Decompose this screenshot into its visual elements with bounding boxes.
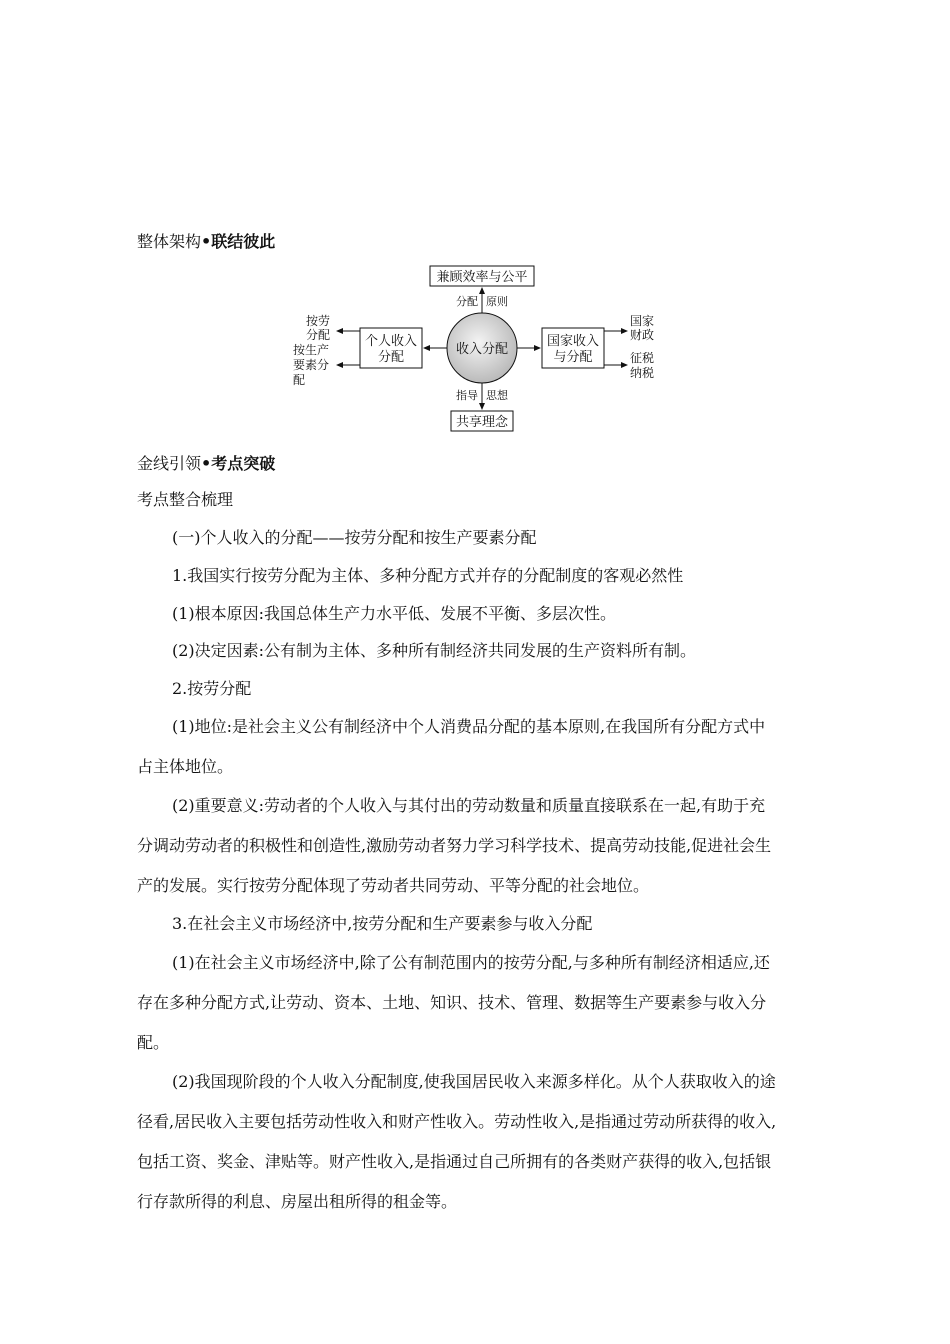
section-heading-dot: • (201, 454, 212, 473)
left-out-bottom-3: 配 (293, 373, 306, 387)
section-heading-dot: • (201, 232, 212, 251)
section-heading-prefix: 整体架构 (137, 232, 202, 251)
left-out-bottom-2: 要素分 (293, 358, 330, 372)
text-line: 存在多种分配方式,让劳动、资本、土地、知识、技术、管理、数据等生产要素参与收入分 (137, 993, 767, 1012)
text-line: (1)地位:是社会主义公有制经济中个人消费品分配的基本原则,在我国所有分配方式中 (172, 717, 766, 736)
text-line: 行存款所得的利息、房屋出租所得的租金等。 (137, 1192, 458, 1211)
text-line: (2)重要意义:劳动者的个人收入与其付出的劳动数量和质量直接联系在一起,有助于充 (172, 796, 766, 815)
right-out-bottom-2: 纳税 (630, 366, 655, 380)
text-line: (1)根本原因:我国总体生产力水平低、发展不平衡、多层次性。 (172, 604, 617, 623)
text-line: 产的发展。实行按劳分配体现了劳动者共同劳动、平等分配的社会地位。 (137, 876, 650, 895)
text-line: 分调动劳动者的积极性和创造性,激励劳动者努力学习科学技术、提高劳动技能,促进社会生 (137, 836, 772, 855)
section-heading-bold: 联结彼此 (211, 232, 276, 251)
right-box-line2: 与分配 (553, 350, 593, 365)
left-out-top-1: 按劳 (306, 314, 331, 328)
text-line: (一)个人收入的分配——按劳分配和按生产要素分配 (172, 528, 537, 547)
text-line: 3.在社会主义市场经济中,按劳分配和生产要素参与收入分配 (172, 914, 593, 933)
right-box-line1: 国家收入 (546, 334, 600, 349)
text-line: 包括工资、奖金、津贴等。财产性收入,是指通过自己所拥有的各类财产获得的收入,包括银 (137, 1152, 772, 1171)
section-heading-overall-structure (137, 232, 275, 252)
left-out-top-2: 分配 (306, 328, 331, 342)
text-line: 占主体地位。 (137, 757, 234, 776)
bottom-label-right: 思想 (486, 389, 508, 402)
text-line: (2)决定因素:公有制为主体、多种所有制经济共同发展的生产资料所有制。 (172, 641, 697, 660)
left-out-bottom-1: 按生产 (293, 343, 330, 357)
text-line: (1)在社会主义市场经济中,除了公有制范围内的按劳分配,与多种所有制经济相适应,还 (172, 953, 770, 972)
text-line: 配。 (137, 1033, 170, 1052)
section-heading-bold: 考点突破 (211, 454, 276, 473)
text-line: 径看,居民收入主要包括劳动性收入和财产性收入。劳动性收入,是指通过劳动所获得的收入, (137, 1112, 777, 1131)
center-label: 收入分配 (455, 342, 509, 357)
section-heading-key-points (137, 454, 275, 474)
text-line: 1.我国实行按劳分配为主体、多种分配方式并存的分配制度的客观必然性 (172, 566, 684, 585)
top-box-label: 兼顾效率与公平 (436, 270, 528, 285)
bottom-label-left: 指导 (456, 389, 478, 402)
top-label-right: 原则 (486, 295, 508, 308)
left-box-line2: 分配 (377, 350, 405, 365)
text-line: (2)我国现阶段的个人收入分配制度,使我国居民收入来源多样化。从个人获取收入的途 (172, 1072, 776, 1091)
income-distribution-diagram (280, 258, 680, 436)
subheading: 考点整合梳理 (137, 490, 234, 509)
right-out-top-1: 国家 (630, 314, 655, 328)
left-box-line1: 个人收入 (364, 334, 418, 349)
right-out-top-2: 财政 (630, 328, 655, 342)
text-line: 2.按劳分配 (172, 679, 252, 698)
top-label-left: 分配 (456, 295, 478, 308)
section-heading-prefix: 金线引领 (137, 454, 202, 473)
bottom-box-label: 共享理念 (455, 415, 509, 430)
right-out-bottom-1: 征税 (630, 351, 655, 365)
